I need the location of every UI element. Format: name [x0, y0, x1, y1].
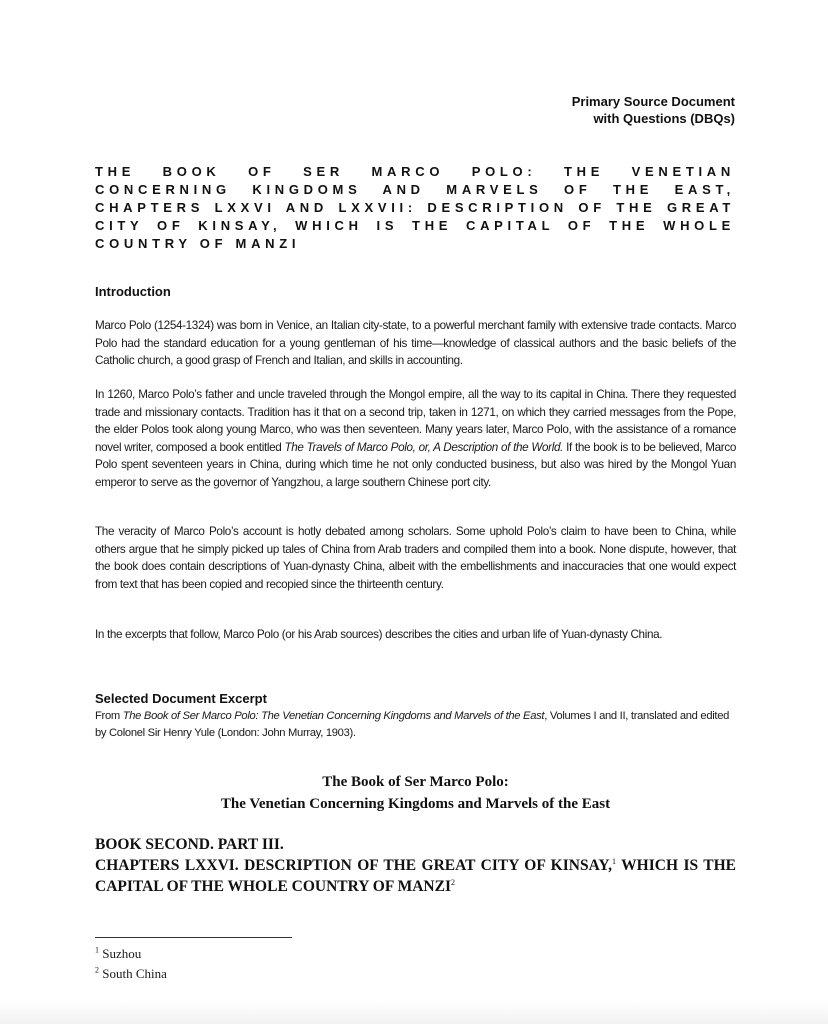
intro-paragraph-2 — [95, 386, 736, 491]
footnote-1-mark: 1 — [95, 945, 99, 955]
chapter-heading-text-b: WHICH IS THE CAPITAL OF THE WHOLE COUNTRY OF MANZI — [95, 857, 736, 895]
source-text-a: From — [95, 710, 123, 722]
footnote-2-mark: 2 — [95, 965, 99, 975]
footnote-2-text: South China — [102, 966, 167, 981]
book-title-line-2: The Venetian Concerning Kingdoms and Marvels of the East — [220, 796, 611, 812]
footnote-divider — [95, 937, 292, 938]
footnote-1 — [95, 946, 141, 962]
chapter-heading — [95, 855, 736, 897]
chapter-heading-text-a: CHAPTERS LXXVI. DESCRIPTION OF THE GREAT CITY OF KINSAY, — [95, 857, 612, 874]
intro-paragraph-1: Marco Polo (1254-1324) was born in Venice, an Italian city-state, to a powerful merchant family with extensive trade contacts. Marco Polo had the standard education for a young gentleman of his time—knowledge of classical authors and the basic beliefs of the Catholic church, a good grasp of French and Italian, and skills in accounting. — [95, 319, 736, 367]
intro-paragraph-2-book-title: The Travels of Marco Polo, or, A Description of the World. — [284, 440, 564, 454]
book-title — [95, 771, 736, 815]
footnote-1-text: Suzhou — [102, 946, 142, 961]
page-bottom-edge — [0, 1000, 828, 1024]
book-part-heading: BOOK SECOND. PART III. — [95, 836, 284, 853]
introduction-heading: Introduction — [95, 284, 171, 299]
intro-paragraph-2-text-a: In 1260, Marco Polo’s father and uncle traveled through the Mongol empire, all the way to its capital in China. There they requested trade and missionary contacts. Tradition has it that on a second trip, taken in 1271, on which they carried messages from the Pope, the elder Polos took along young Marco, who was then seventeen. Many years later, Marco Polo, with the assistance of a romance novel writer, composed a book entitled — [95, 388, 736, 454]
document-type-label — [572, 93, 735, 127]
chapter-heading-block — [95, 834, 736, 897]
book-title-line-1: The Book of Ser Marco Polo: — [322, 774, 509, 790]
intro-paragraph-2-text-b: If the book is to be believed, Marco Polo spent seventeen years in China, during which time he not only conducted business, but also was hired by the Mongol Yuan emperor to serve as the governor of Yangzhou, a large southern Chinese port city. — [95, 440, 736, 489]
excerpt-heading: Selected Document Excerpt — [95, 691, 267, 706]
footnote-2 — [95, 966, 167, 982]
document-type-line-1: Primary Source Document — [571, 94, 735, 109]
intro-paragraph-3: The veracity of Marco Polo’s account is hotly debated among scholars. Some uphold Polo’s claim to have been to China, while others argue that he simply picked up tales of China from Arab traders and compiled them into a book. None dispute, however, that the book does contain descriptions of Yuan-dynasty China, albeit with the embellishments and inaccuracies that one would expect from text that has been copied and recopied since the thirteenth century. — [95, 525, 736, 591]
intro-paragraph-4: In the excerpts that follow, Marco Polo (or his Arab sources) describes the cities and urban life of Yuan-dynasty China. — [95, 628, 663, 641]
document-title: THE BOOK OF SER MARCO POLO: THE VENETIAN CONCERNING KINGDOMS AND MARVELS OF THE EAST, CHAPTERS LXXVI AND LXXVII: DESCRIPTION OF THE GREAT CITY OF KINSAY, WHICH IS THE CAPITAL OF THE WHOLE COUNTRY OF MANZI — [95, 164, 735, 251]
footnote-ref-2: 2 — [451, 877, 455, 887]
footnote-ref-1: 1 — [612, 856, 616, 866]
excerpt-source-citation — [95, 708, 736, 741]
document-type-line-2: with Questions (DBQs) — [593, 111, 735, 126]
source-book-title: The Book of Ser Marco Polo: The Venetian Concerning Kingdoms and Marvels of the East — [122, 710, 545, 722]
source-text-b: , Volumes I and II, translated and edited by Colonel Sir Henry Yule (London: John Murray, 1903). — [95, 710, 730, 739]
